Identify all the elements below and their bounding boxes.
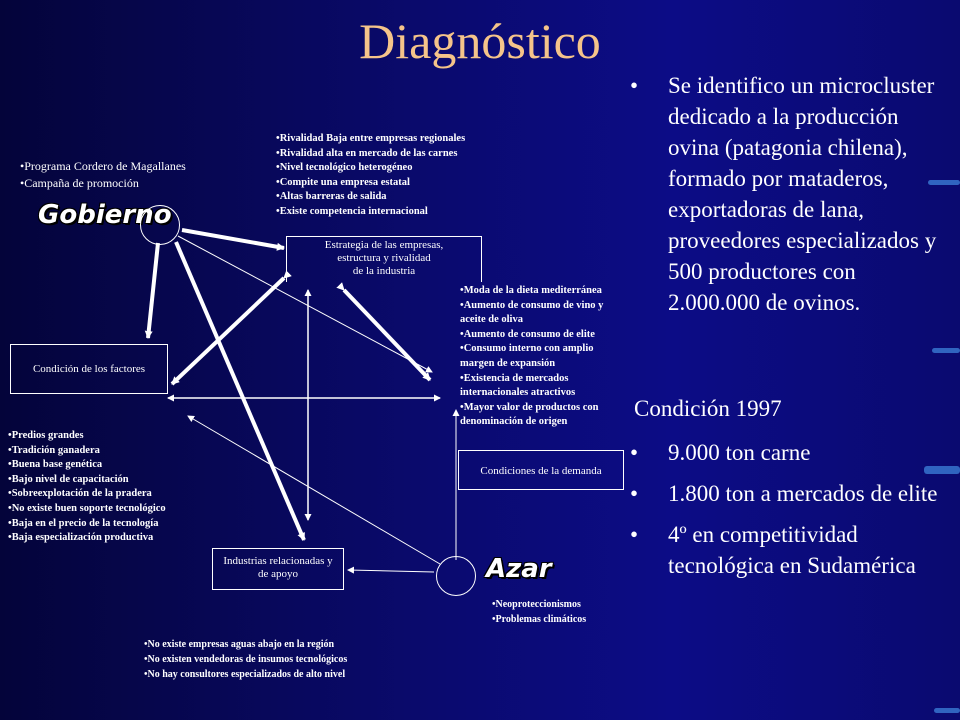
industrias-items xyxy=(144,637,347,682)
line-azar-factores xyxy=(188,416,440,564)
gobierno-items xyxy=(20,158,186,192)
industrias-box-line: Industrias relacionadas y xyxy=(223,555,333,567)
estrategia-box xyxy=(286,236,482,282)
list-item: • Aumento de consumo de elite xyxy=(460,328,640,343)
list-item: • 4º en competitividad tecnológica en Sudamérica xyxy=(630,519,945,581)
slide-title: Diagnóstico xyxy=(359,13,601,69)
arrow-gobierno-factores xyxy=(148,243,158,338)
estrategia-box-line: de la industria xyxy=(352,265,416,277)
gobierno-label: Gobierno xyxy=(38,200,172,230)
gobierno-circle xyxy=(140,205,180,245)
list-item: • Aumento de consumo de vino y aceite de oliva xyxy=(460,299,640,328)
list-item: • Consumo interno con amplio margen de expansión xyxy=(460,342,640,371)
list-item: • No existe empresas aguas abajo en la región xyxy=(144,637,347,652)
condicion-heading: Condición 1997 xyxy=(634,396,782,421)
list-item: • Nivel tecnológico heterogéneo xyxy=(276,161,465,176)
list-item: • Predios grandes xyxy=(8,429,166,444)
demanda-box xyxy=(458,450,624,490)
list-item: • Neoproteccionismos xyxy=(492,597,586,612)
arrow-gobierno-industrias xyxy=(176,242,304,540)
list-item: • 9.000 ton carne xyxy=(630,437,945,468)
list-item: • Baja en el precio de la tecnología xyxy=(8,517,166,532)
estrategia-box-line: Estrategia de las empresas, xyxy=(324,239,444,251)
estrategia-items xyxy=(276,132,465,220)
list-item: • Existe competencia internacional xyxy=(276,205,465,220)
factores-box xyxy=(10,344,168,394)
factores-box-label: Condición de los factores xyxy=(32,363,146,375)
list-item: • No existe buen soporte tecnológico xyxy=(8,502,166,517)
list-item: • Rivalidad alta en mercado de las carnes xyxy=(276,147,465,162)
right-main-list xyxy=(630,70,945,318)
list-item: • Programa Cordero de Magallanes xyxy=(20,158,186,175)
azar-items xyxy=(492,597,586,627)
list-item: • Problemas climáticos xyxy=(492,612,586,627)
list-item: • Compite una empresa estatal xyxy=(276,176,465,191)
list-item: • Buena base genética xyxy=(8,458,166,473)
condicion-list xyxy=(630,437,945,591)
list-item: • Existencia de mercados internacionales atractivos xyxy=(460,372,640,401)
industrias-box xyxy=(212,548,344,590)
factores-items xyxy=(8,429,166,546)
list-item: • Bajo nivel de capacitación xyxy=(8,473,166,488)
estrategia-box-line: estructura y rivalidad xyxy=(337,252,431,264)
arrow-estrategia-demanda xyxy=(344,290,430,380)
list-item: • No hay consultores especializados de alto nivel xyxy=(144,667,347,682)
azar-circle xyxy=(436,556,476,596)
list-item: • Mayor valor de productos con denominación de origen xyxy=(460,401,640,430)
list-item: • Campaña de promoción xyxy=(20,175,186,192)
main-bullet: • Se identifico un microcluster dedicado a la producción ovina (patagonia chilena), formado por mataderos, exportadoras de lana, proveedores especializados y 500 productores con 2.000.000 de ovinos. xyxy=(630,70,945,318)
industrias-box-line: de apoyo xyxy=(257,568,298,580)
list-item: • Altas barreras de salida xyxy=(276,190,465,205)
demanda-items xyxy=(460,284,640,430)
list-item: • Rivalidad Baja entre empresas regionales xyxy=(276,132,465,147)
list-item: • Baja especialización productiva xyxy=(8,531,166,546)
list-item: • 1.800 ton a mercados de elite xyxy=(630,478,945,509)
list-item: • Tradición ganadera xyxy=(8,444,166,459)
azar-label: Azar xyxy=(486,554,552,584)
line-azar-industrias xyxy=(348,570,434,572)
arrow-gobierno-estrategia xyxy=(182,230,284,248)
demanda-box-label: Condiciones de la demanda xyxy=(480,465,602,477)
list-item: • Sobreexplotación de la pradera xyxy=(8,487,166,502)
list-item: • No existen vendedoras de insumos tecnológicos xyxy=(144,652,347,667)
list-item: • Moda de la dieta mediterránea xyxy=(460,284,640,299)
